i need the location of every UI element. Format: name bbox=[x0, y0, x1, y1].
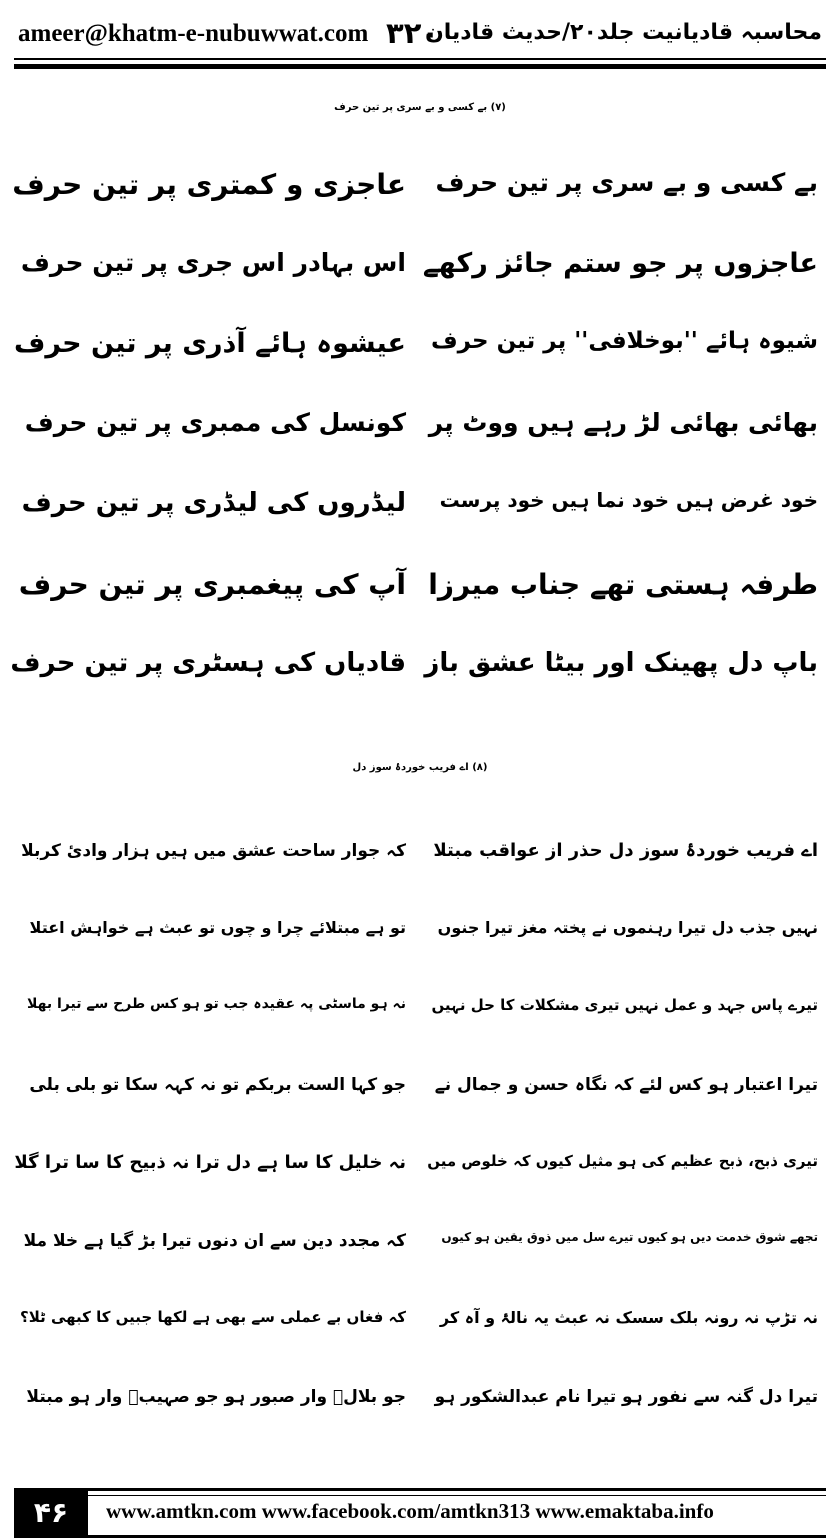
verse-left-misra: کہ فغاں بے عملی سے بھی ہے لکھا جبیں کا کبھی ٹلا؟ bbox=[20, 1308, 406, 1326]
verse-left-misra: کونسل کی ممبری پر تین حرف bbox=[24, 408, 406, 437]
verse-row bbox=[14, 1152, 826, 1198]
verse-right-misra: تیرے پاس جہد و عمل نہیں تیری مشکلات کا حل نہیں bbox=[431, 996, 818, 1014]
header-rule-thin bbox=[14, 58, 826, 60]
verse-row bbox=[14, 408, 826, 454]
verse-left-misra: جو بلالؓ وار صبور ہو جو صہیبؓ وار ہو مبتلا bbox=[26, 1387, 406, 1407]
verse-row bbox=[14, 996, 826, 1042]
verse-row bbox=[14, 1386, 826, 1432]
page-header bbox=[14, 14, 826, 54]
verse-left-misra: عیشوہ ہائے آذری پر تین حرف bbox=[13, 328, 406, 359]
verse-row bbox=[14, 1230, 826, 1276]
verse-left-misra: کہ جوار ساحت عشق میں ہیں ہزار وادیٔ کربلا bbox=[21, 841, 406, 861]
verse-row bbox=[14, 568, 826, 614]
footer-links[interactable]: www.amtkn.com www.facebook.com/amtkn313 www.emaktaba.info bbox=[106, 1499, 714, 1523]
verse-right-misra: تجھے شوق خدمت دیں ہو کیوں تیرے سل میں ذوق یقین ہو کیوں bbox=[441, 1230, 818, 1244]
verse-right-misra: نہ تڑپ نہ رونہ بلک سسک نہ عبث یہ نالۂ و آہ کر bbox=[439, 1308, 818, 1327]
header-book-title: محاسبہ قادیانیت جلد۲۰/حدیث قادیان bbox=[424, 20, 822, 45]
verse-row bbox=[14, 168, 826, 214]
verse-right-misra: باپ دل پھینک اور بیٹا عشق باز bbox=[424, 648, 818, 678]
section-7-heading: (۷) بے کسی و بے سری پر تین حرف bbox=[334, 102, 506, 113]
verse-right-misra: بھائی بھائی لڑ رہے ہیں ووٹ پر bbox=[428, 408, 818, 437]
verse-right-misra: خود غرض ہیں خود نما ہیں خود پرست bbox=[439, 488, 818, 512]
page-footer bbox=[14, 1488, 826, 1538]
header-email: ameer@khatm-e-nubuwwat.com bbox=[18, 20, 369, 47]
verse-right-misra: تیرا دل گنہ سے نفور ہو تیرا نام عبدالشکور ہو bbox=[434, 1387, 818, 1407]
verse-right-misra: تیرا اعتبار ہو کس لئے کہ نگاہ حسن و جمال نے bbox=[434, 1075, 818, 1095]
footer-page-number: ۴۶ bbox=[14, 1491, 88, 1535]
verse-left-misra: قادیاں کی ہسٹری پر تین حرف bbox=[10, 648, 406, 678]
verse-left-misra: عاجزی و کمتری پر تین حرف bbox=[12, 168, 406, 201]
verse-row bbox=[14, 328, 826, 374]
verse-right-misra: عاجزوں پر جو ستم جائز رکھے bbox=[422, 248, 818, 279]
verse-left-misra: تو ہے مبتلائے چرا و چوں تو عبث ہے خواہش اعتلا bbox=[29, 918, 406, 937]
verse-left-misra: جو کہا الست بربکم تو نہ کہہ سکا تو بلی بلی bbox=[29, 1075, 406, 1095]
verse-right-misra: بے کسی و بے سری پر تین حرف bbox=[435, 168, 818, 197]
verse-left-misra: نہ ہو ماسٹی پہ عقیدہ جب تو ہو کس طرح سے تیرا بھلا bbox=[26, 996, 406, 1012]
verse-right-misra: شیوہ ہائے ''بوخلافی'' پر تین حرف bbox=[430, 328, 818, 354]
verse-left-misra: اس بہادر اس جری پر تین حرف bbox=[20, 248, 406, 277]
verse-right-misra: تیری ذبح، ذبح عظیم کی ہو مثیل کیوں کہ خلوص میں bbox=[427, 1152, 818, 1170]
section-8-heading: (۸) اے فریب خوردۂ سوز دل bbox=[352, 762, 488, 773]
verse-right-misra: نہیں جذب دل تیرا رہنموں نے پختہ مغز تیرا جنوں bbox=[437, 918, 818, 937]
verse-left-misra: آپ کی پیغمبری پر تین حرف bbox=[18, 568, 406, 601]
header-rule-thick bbox=[14, 64, 826, 69]
verse-row bbox=[14, 918, 826, 964]
verse-row bbox=[14, 840, 826, 886]
verse-left-misra: نہ خلیل کا سا ہے دل ترا نہ ذبیح کا سا ترا گلا bbox=[14, 1152, 406, 1173]
verse-left-misra: لیڈروں کی لیڈری پر تین حرف bbox=[21, 488, 406, 518]
verse-right-misra: اے فریب خوردۂ سوز دل حذر از عواقب مبتلا bbox=[433, 840, 818, 861]
header-page-number: ۳۲۰ bbox=[386, 16, 440, 50]
verse-left-misra: کہ مجدد دین سے ان دنوں تیرا بڑ گیا ہے خلا ملا bbox=[23, 1231, 406, 1251]
verse-row bbox=[14, 248, 826, 294]
verse-row bbox=[10, 648, 826, 694]
footer-rule bbox=[14, 1495, 826, 1496]
verse-row bbox=[14, 488, 826, 534]
verse-row bbox=[14, 1308, 826, 1354]
verse-row bbox=[14, 1074, 826, 1120]
verse-right-misra: طرفہ ہستی تھے جناب میرزا bbox=[428, 568, 818, 601]
